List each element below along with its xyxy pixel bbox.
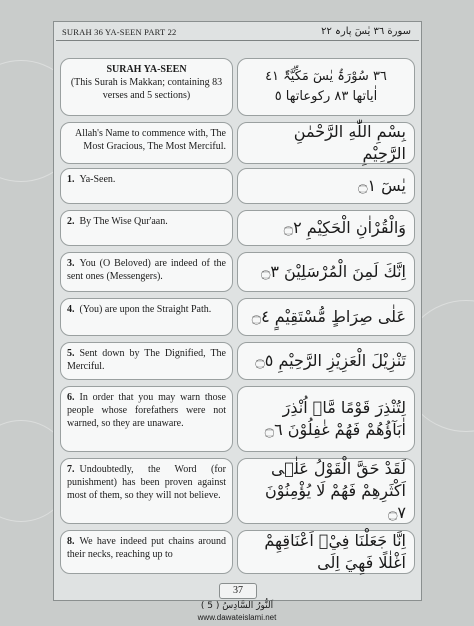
header-right: سورة ٣٦ يٰسٓ پارہ ٢٢ [321, 26, 411, 37]
verse-arabic: اِنَّا جَعَلْنَا فِيْۤ اَعْنَاقِهِمْ اَغْلٰلًا فَهِيَ اِلَى [237, 530, 415, 574]
verse-text: Sent down by The Dignified, The Merciful. [67, 348, 226, 372]
verse-row [60, 210, 415, 246]
surah-description: (This Surah is Makkan; containing 83 verses and 5 sections) [70, 77, 223, 101]
verse-english [60, 458, 233, 524]
verse-arabic: اِنَّكَ لَمِنَ الْمُرْسَلِيْنَ ۝٣ [237, 252, 415, 292]
verse-english [60, 342, 233, 380]
verse-arabic: يٰسٓ ۝١ [237, 168, 415, 204]
verse-arabic: تَنْزِيْلَ الْعَزِيْزِ الرَّحِيْمِ ۝٥ [237, 342, 415, 380]
surah-meta-line-1: ٣٦ سُوْرَۃُ یٰسٓ مَکِّیَّۃٌ ٤١ [265, 69, 387, 84]
verse-text: We have indeed put chains around their necks, reaching up to [67, 536, 226, 560]
intro-english [60, 58, 233, 116]
verse-row [60, 168, 415, 204]
surah-title: SURAH YA-SEEN [106, 64, 187, 75]
verse-row [60, 530, 415, 574]
verse-row [60, 252, 415, 292]
footer-url[interactable]: www.dawateislami.net [197, 613, 277, 622]
verse-text: Ya-Seen. [79, 174, 116, 185]
verse-arabic: لِتُنْذِرَ قَوْمًا مَّاۤ اُنْذِرَ اٰبَآؤُهُمْ فَهُمْ غٰفِلُوْنَ ۝٦ [237, 386, 415, 452]
header-left: SURAH 36 YA-SEEN PART 22 [62, 26, 177, 37]
bismillah-arabic: بِسْمِ اللّٰهِ الرَّحْمٰنِ الرَّحِيْمِ [237, 122, 415, 164]
verse-english [60, 386, 233, 452]
verse-arabic: عَلٰى صِرَاطٍ مُّسْتَقِيْمٍ ۝٤ [237, 298, 415, 336]
verse-text: Undoubtedly, the Word (for punishment) has been proven against most of them, so they will not believe. [67, 464, 226, 501]
verse-arabic: لَقَدْ حَقَّ الْقَوْلُ عَلٰۤى اَكْثَرِهِمْ فَهُمْ لَا يُؤْمِنُوْنَ ۝٧ [237, 458, 415, 524]
verse-text: You (O Beloved) are indeed of the sent ones (Messengers). [67, 258, 226, 282]
verse-english [60, 168, 233, 204]
verse-row [60, 386, 415, 452]
intro-row [60, 58, 415, 116]
verse-number: 6. [67, 392, 75, 403]
verse-text: In order that you may warn those people whose forefathers were not warned, so they are unaware. [67, 392, 226, 429]
verse-text: By The Wise Qur'aan. [79, 216, 168, 227]
surah-meta-line-2: اٰیاتھا ٨٣ رکوعاتھا ٥ [274, 89, 378, 104]
bismillah-row [60, 122, 415, 164]
intro-arabic [237, 58, 415, 116]
verse-english [60, 298, 233, 336]
verse-number: 3. [67, 258, 75, 269]
verse-row [60, 458, 415, 524]
verse-number: 5. [67, 348, 75, 359]
verse-english [60, 252, 233, 292]
bismillah-english: Allah's Name to commence with, The Most Gracious, The Most Merciful. [60, 122, 233, 164]
verse-number: 8. [67, 536, 75, 547]
verse-row [60, 342, 415, 380]
verse-english [60, 210, 233, 246]
verse-number: 7. [67, 464, 75, 475]
page-header [56, 23, 419, 41]
verse-text: (You) are upon the Straight Path. [79, 304, 212, 315]
footer-arabic: اَلنُّورُ السَّادِسُ ( 5 ) [200, 601, 274, 611]
verse-english [60, 530, 233, 574]
page-number: 37 [219, 583, 257, 599]
verse-number: 4. [67, 304, 75, 315]
verse-number: 2. [67, 216, 75, 227]
verse-number: 1. [67, 174, 75, 185]
verse-arabic: وَالْقُرْاٰنِ الْحَكِيْمِ ۝٢ [237, 210, 415, 246]
verse-row [60, 298, 415, 336]
